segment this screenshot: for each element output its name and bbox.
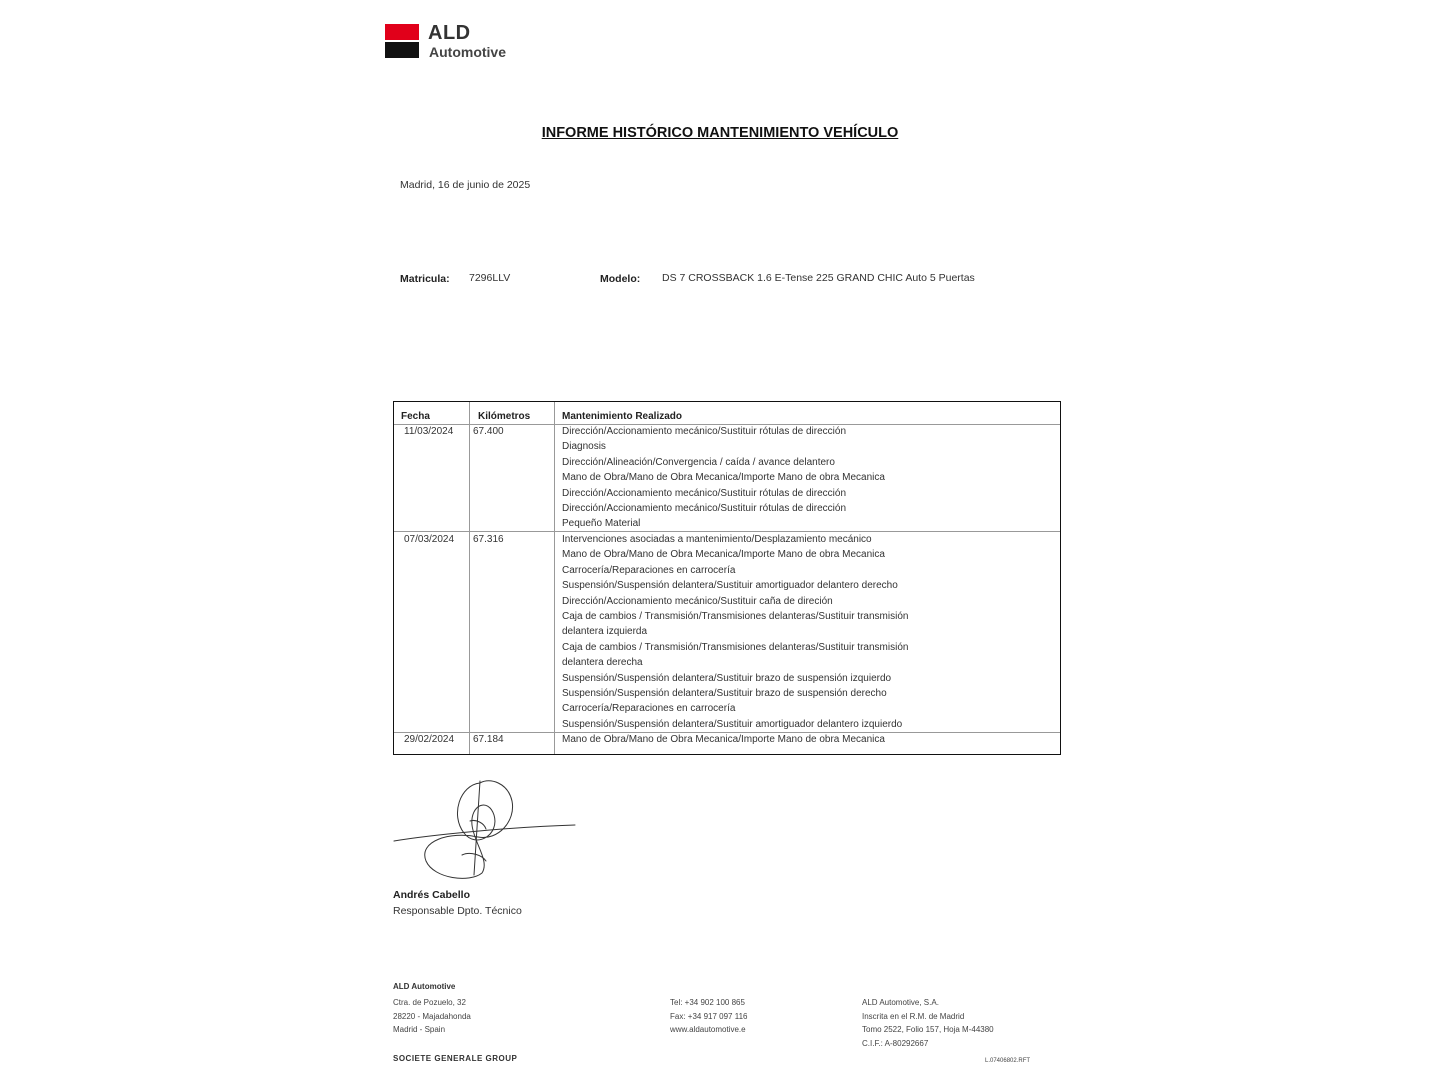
footer-legal-line: Inscrita en el R.M. de Madrid	[862, 1011, 965, 1021]
model-value: DS 7 CROSSBACK 1.6 E-Tense 225 GRAND CHIC Auto 5 Puertas	[662, 272, 975, 284]
row1-items-line: Dirección/Accionamiento mecánico/Sustituir rótulas de dirección	[562, 426, 847, 437]
row1-items-line: Diagnosis	[562, 441, 606, 453]
row3-fecha: 29/02/2024	[404, 734, 455, 745]
logo-brand-name: ALD	[428, 22, 471, 44]
footer-address-line: 28220 - Majadahonda	[393, 1011, 471, 1021]
row2-fecha: 07/03/2024	[404, 534, 455, 545]
row1-km: 67.400	[473, 426, 504, 437]
header-kilometros: Kilómetros	[478, 411, 531, 422]
header-fecha: Fecha	[401, 411, 430, 422]
footer-address	[393, 996, 471, 1037]
logo-brand-sub: Automotive	[429, 44, 506, 60]
footer-ref: L.07406802.RFT	[985, 1058, 1031, 1064]
row1-items-line: Dirección/Accionamiento mecánico/Sustituir rótulas de dirección	[562, 487, 847, 499]
row2-items-line: Intervenciones asociadas a mantenimiento/Desplazamiento mecánico	[562, 534, 872, 545]
footer-group: SOCIETE GENERALE GROUP	[393, 1054, 518, 1063]
row2-items	[562, 532, 908, 732]
row2-items-line: delantera izquierda	[562, 626, 648, 638]
row2-items-line: Caja de cambios / Transmisión/Transmisiones delanteras/Sustituir transmisión	[562, 611, 909, 623]
row2-km: 67.316	[473, 534, 504, 545]
row2-items-line: Suspensión/Suspensión delantera/Sustituir amortiguador delantero derecho	[562, 580, 898, 592]
row1-items-line: Pequeño Material	[562, 518, 641, 530]
plate-label: Matricula:	[400, 273, 450, 285]
header-mantenimiento: Mantenimiento Realizado	[562, 411, 683, 422]
row2-items-line: Suspensión/Suspensión delantera/Sustituir amortiguador delantero izquierdo	[562, 718, 903, 730]
footer-contact	[670, 996, 747, 1037]
footer-contact-line: Tel: +34 902 100 865	[670, 998, 745, 1007]
maintenance-table	[393, 401, 1061, 755]
page-title: INFORME HISTÓRICO MANTENIMIENTO VEHÍCULO	[541, 125, 899, 141]
footer-legal	[862, 996, 994, 1050]
row1-items-line: Dirección/Accionamiento mecánico/Sustituir rótulas de dirección	[562, 503, 847, 515]
row2-items-line: Suspensión/Suspensión delantera/Sustituir brazo de suspensión izquierdo	[562, 672, 892, 684]
ald-logo-mark	[385, 24, 419, 58]
row2-items-line: Dirección/Accionamiento mecánico/Sustituir caña de direción	[562, 595, 833, 607]
row1-items-line: Mano de Obra/Mano de Obra Mecanica/Importe Mano de obra Mecanica	[562, 472, 885, 484]
footer-legal-line: C.I.F.: A-80292667	[862, 1038, 929, 1048]
row2-items-line: Mano de Obra/Mano de Obra Mecanica/Importe Mano de obra Mecanica	[562, 549, 885, 561]
signer-role: Responsable Dpto. Técnico	[393, 905, 522, 917]
row1-items	[562, 424, 885, 532]
row2-items-line: Caja de cambios / Transmisión/Transmisiones delanteras/Sustituir transmisión	[562, 641, 909, 653]
row2-items-line: Suspensión/Suspensión delantera/Sustituir brazo de suspensión derecho	[562, 688, 887, 700]
footer-legal-line: ALD Automotive, S.A.	[862, 998, 939, 1007]
footer-legal-line: Tomo 2522, Folio 157, Hoja M-44380	[862, 1025, 994, 1034]
handwritten-signature	[390, 775, 580, 885]
row2-items-line: Carrocería/Reparaciones en carrocería	[562, 703, 736, 715]
footer-contact-line: Fax: +34 917 097 116	[670, 1011, 748, 1021]
footer-company: ALD Automotive	[393, 982, 456, 991]
row3-items	[562, 732, 885, 747]
row1-items-line: Dirección/Alineación/Convergencia / caída / avance delantero	[562, 456, 835, 468]
row3-km: 67.184	[473, 734, 504, 745]
footer-contact-line: www.aldautomotive.e	[670, 1025, 746, 1034]
row2-items-line: Carrocería/Reparaciones en carrocería	[562, 564, 736, 576]
model-label: Modelo:	[600, 273, 641, 285]
footer-address-line: Madrid - Spain	[393, 1025, 446, 1034]
row1-fecha: 11/03/2024	[404, 426, 454, 437]
row3-items-line: Mano de Obra/Mano de Obra Mecanica/Importe Mano de obra Mecanica	[562, 734, 885, 745]
row2-items-line: delantera derecha	[562, 657, 643, 669]
signer-name: Andrés Cabello	[393, 889, 471, 901]
plate-value: 7296LLV	[469, 272, 511, 284]
document-date: Madrid, 16 de junio de 2025	[400, 179, 531, 191]
footer-address-line: Ctra. de Pozuelo, 32	[393, 998, 466, 1007]
